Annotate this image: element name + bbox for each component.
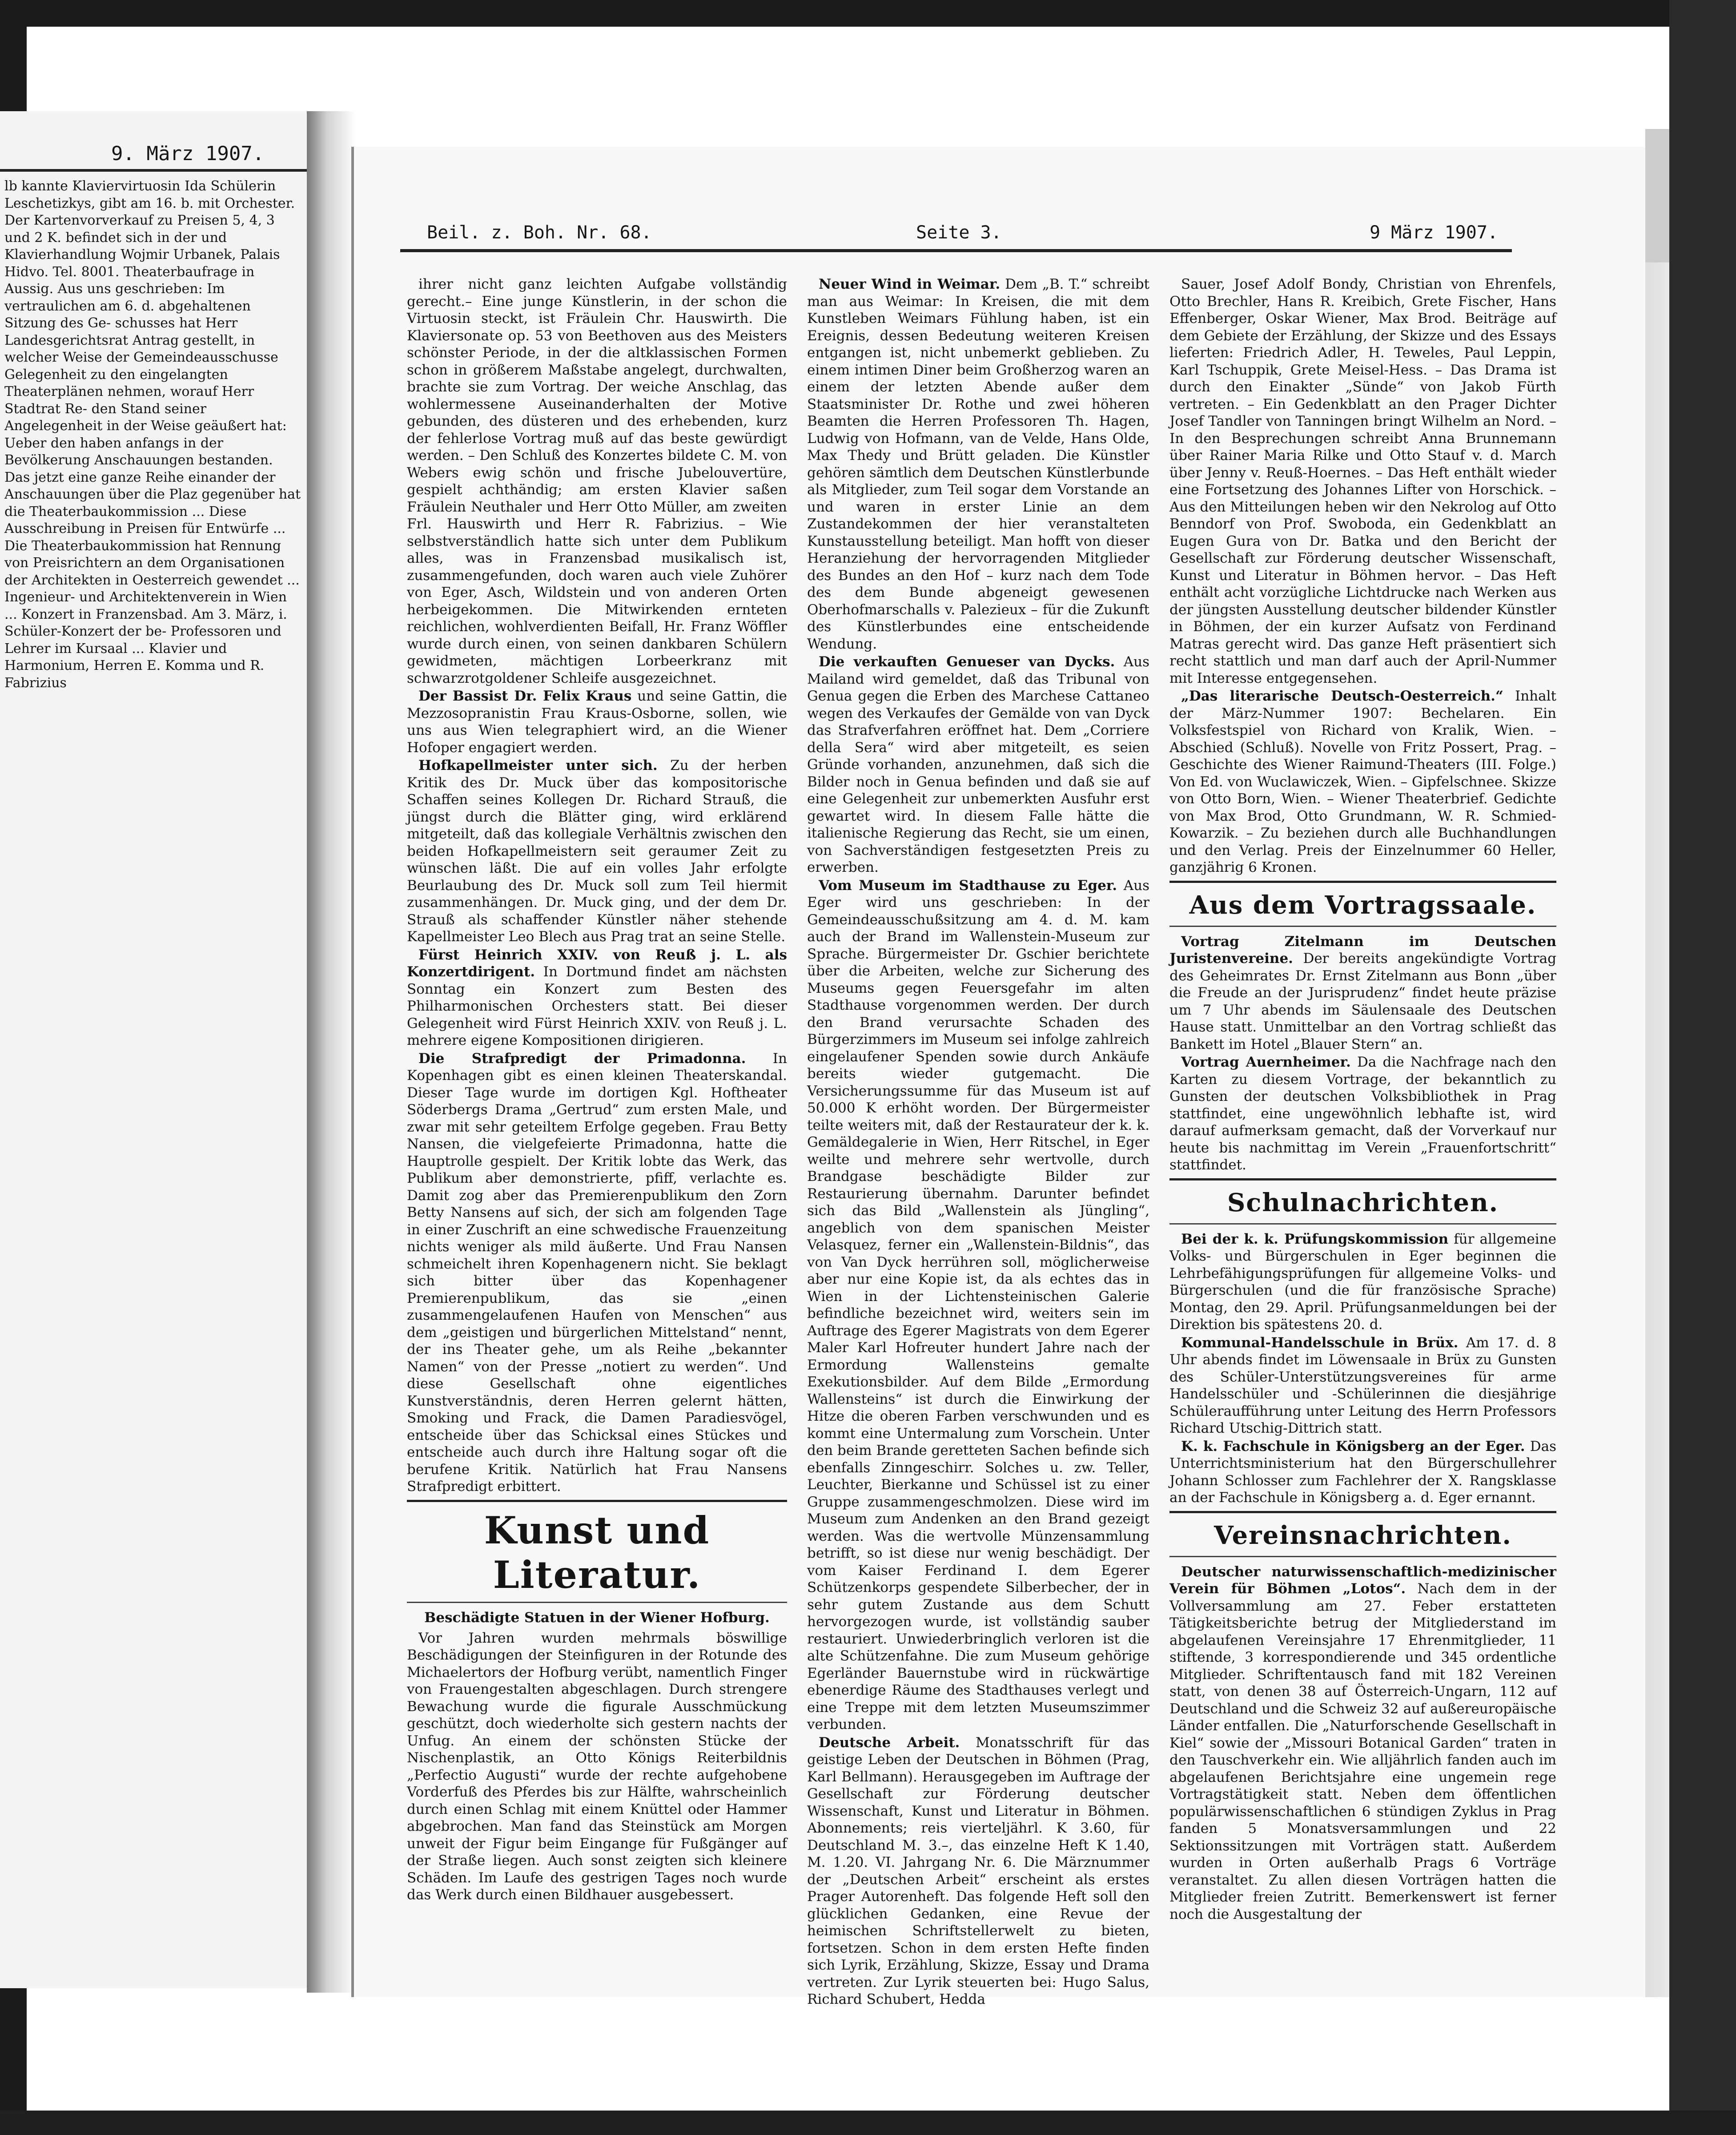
section-rule	[1169, 926, 1556, 927]
article-title: Fürst Heinrich XXIV. von Reuß j. L. als Konzertdirigent.	[407, 947, 787, 980]
article-text: Inhalt der März-Nummer 1907: Bechelaren. Ein Volksfestspiel von Richard von Kralik, Wien. – Abschied (Schluß). Novelle von Fritz Possert, Prag. – Geschichte des Wiener Raimund-Theaters (III. Folge.) Von Ed. von Wuclawiczek, Wien. – Gipfelschnee. Skizze von Otto Born, Wien. – Wiener Theaterbrief. Gedichte von Max Brod, Otto Grundmann, W. R. Schmied-Kowarzik. – Zu beziehen durch alle Buchhandlungen und den Verlag. Preis der Einzelnummer 60 Heller, ganzjährig 6 Kronen.	[1169, 688, 1556, 875]
article	[407, 688, 787, 756]
article	[1169, 1054, 1556, 1174]
article-text: Dem „B. T.“ schreibt man aus Weimar: In Kreisen, die mit dem Kunstleben Weimars Fühlung haben, ist ein Ereignis, dessen Bedeutung weiteren Kreisen entgangen ist, nicht unbemerkt geblieben. Zu einem intimen Diner beim Großherzog waren an einem der letzten Abende außer dem Staatsminister Dr. Rothe und zwei höheren Beamten die Herren Professoren Th. Hagen, Ludwig von Hofmann, van de Velde, Hans Olde, Max Thedy und Brütt geladen. Die Künstler gehören sämtlich dem Deutschen Künstlerbunde als Mitglieder, zum Teil sogar dem Vorstande an und waren in erster Linie an dem Zustandekommen der hier veranstalteten Kunstausstellung beteiligt. Man hofft von dieser Heranziehung der hervorragenden Mitglieder des Bundes an den Hof – kurz nach dem Tode des dem Bunde abgeneigt gewesenen Oberhofmarschalls v. Palezieux – für die Zukunft des Künstlerbundes eine entscheidende Wendung.	[807, 276, 1149, 652]
header-page-number: Seite 3.	[916, 222, 1002, 243]
article-title: Hofkapellmeister unter sich.	[418, 757, 658, 773]
header-issue: Beil. z. Boh. Nr. 68.	[427, 222, 652, 243]
left-page-rule	[0, 169, 307, 172]
section-rule	[1169, 1223, 1556, 1225]
article-title: Deutsche Arbeit.	[819, 1734, 960, 1751]
article-text: Der bereits angekündigte Vortrag des Geheimrates Dr. Ernst Zitelmann aus Bonn „über die Freude an der Jurisprudenz“ findet heute präzise um 7 Uhr abends im Säulensaale des Deutschen Hause statt. Unmittelbar an den Vortrag schließt das Bankett im Hotel „Blauer Stern“ an.	[1169, 951, 1556, 1052]
left-page-text: lb kannte Klaviervirtuosin Ida Schülerin Leschetizkys, gibt am 16. b. mit Orchester. Der Kartenvorverkauf zu Preisen 5, 4, 3 und 2 K. befindet sich in der und Klavierhandlung Wojmir Urbanek, Palais Hidvo. Tel. 8001. Theaterbaufrage in Aussig. Aus uns geschrieben: Im vertraulichen am 6. d. abgehaltenen Sitzung des Ge- schusses hat Herr Landesgerichtsrat Antrag gestellt, in welcher Weise der Gemeindeausschusse Gelegenheit zu den eingelangten Theaterplänen nehmen, worauf Herr Stadtrat Re- den Stand seiner Angelegenheit in der Weise geäußert hat: Ueber den haben anfangs in der Bevölkerung Anschauungen bestanden. Das jetzt eine ganze Reihe einander der Anschauungen über die Plaz gegenüber hat die Theaterbaukommission ... Diese Ausschreibung in Preisen für Entwürfe ... Die Theaterbaukommission hat Rennung von Preisrichtern an dem Organisationen der Architekten in Oesterreich gewendet ... Ingenieur- und Architektenverein in Wien ... Konzert in Franzensbad. Am 3. März, i. Schüler-Konzert der be- Professoren und Lehrer im Kursaal ... Klavier und Harmonium, Herren E. Komma und R. Fabrizius	[4, 178, 301, 691]
article-title: K. k. Fachschule in Königsberg an der Eger.	[1181, 1438, 1525, 1454]
article-title: „Das literarische Deutsch-Oesterreich.“	[1181, 688, 1503, 704]
article-title: Deutscher naturwissenschaftlich-medizinischer Verein für Böhmen „Lotos“.	[1169, 1563, 1556, 1597]
article	[1169, 1334, 1556, 1437]
article	[1169, 933, 1556, 1053]
article	[407, 1050, 787, 1495]
article-text: Zu der herben Kritik des Dr. Muck über das kompositorische Schaffen seines Kollegen Dr. Richard Strauß, die jüngst durch die Blätter ging, wird erklärend mitgeteilt, daß das kollegiale Verhältnis zwischen den beiden Hofkapellmeistern seit geraumer Zeit zu wünschen läßt. Die auf ein volles Jahr erfolgte Beurlaubung des Dr. Muck soll zum Teil hiermit zusammenhängen. Dr. Muck ging, und der dem Dr. Strauß als schaffender Künstler näher stehende Kapellmeister Leo Blech aus Prag trat an seine Stelle.	[407, 757, 787, 945]
article-text: Sauer, Josef Adolf Bondy, Christian von Ehrenfels, Otto Brechler, Hans R. Kreibich, Grete Fischer, Hans Effenberger, Oskar Wiener, Max Brod. Beiträge auf dem Gebiete der Erzählung, der Skizze und des Essays lieferten: Friedrich Adler, H. Teweles, Paul Leppin, Karl Tschuppik, Grete Meisel-Hess. – Das Drama ist durch den Einakter „Sünde“ von Jakob Fürth vertreten. – Ein Gedenkblatt an den Prager Dichter Josef Tandler von Tanningen bringt Wilhelm an Nord. – In den Besprechungen schreibt Anna Brunnemann über Rainer Maria Rilke und Otto Stauf v. d. March über Jenny v. Reuß-Hoernes. – Das Heft enthält wieder eine Fortsetzung des Johannes Lifter von Horschick. – Aus den Mitteilungen heben wir den Nekrolog auf Otto Benndorf von Prof. Swoboda, ein Gedenkblatt an Eugen Gura von Dr. Batka und den Bericht der Gesellschaft zur Förderung deutscher Wissenschaft, Kunst und Literatur in Böhmen hervor. – Das Heft enthält acht vorzügliche Lichtdrucke nach Werken aus der jüngsten Ausstellung deutscher bildender Künstler in Böhmen, der ein kurzer Aufsatz von Ferdinand Matras gerecht wird. Das ganze Heft präsentiert sich recht stattlich und man darf auch der April-Nummer mit Interesse entgegensehen.	[1169, 276, 1556, 686]
section-rule	[1169, 1178, 1556, 1180]
article-text: Da die Nachfrage nach den Karten zu diesem Vortrage, der bekanntlich zu Gunsten der deutschen Volksbibliothek in Prag stattfindet, eine ungewöhnlich lebhafte ist, wird darauf aufmerksam gemacht, daß der Vorverkauf nur heute bis nachmittag im Verein „Frauenfortschritt“ stattfindet.	[1169, 1054, 1557, 1173]
article-text: und seine Gattin, die Mezzosopranistin Frau Kraus-Osborne, sollen, wie uns aus Wien telegraphiert wird, an die Wiener Hofoper engagiert werden.	[407, 688, 787, 756]
article-text: In Dortmund findet am nächsten Sonntag ein Konzert zum Besten des Philharmonischen Orchesters statt. Bei dieser Gelegenheit wird Fürst Heinrich XXIV. von Reuß j. L. mehrere eigene Kompositionen dirigieren.	[407, 964, 787, 1048]
article	[1169, 1563, 1556, 1923]
column-1	[407, 276, 787, 1922]
section-heading-vortragssaale: Aus dem Vortragssaale.	[1189, 890, 1537, 920]
article-text: Das Unterrichtsministerium hat den Bürgerschullehrer Johann Schlosser zum Fachlehrer der X. Rangsklasse an der Fachschule in Königsberg a. d. Eger ernannt.	[1169, 1438, 1556, 1506]
article	[1169, 1231, 1556, 1333]
section-heading-kunst-und-literatur: Kunst und Literatur.	[484, 1508, 710, 1597]
article	[1169, 1438, 1556, 1507]
scan-border-top	[0, 0, 1736, 27]
section-rule	[1169, 881, 1556, 883]
section-rule	[407, 1602, 787, 1603]
section-rule	[1169, 1556, 1556, 1557]
article-title: Vortrag Auernheimer.	[1181, 1054, 1351, 1070]
article-text: Nach dem in der Vollversammlung am 27. Feber erstatteten Tätigkeitsberichte betrug der Mitgliederstand im abgelaufenen Vereinsjahre 17 Ehrenmitglieder, 11 stiftende, 3 korrespondierende und 345 ordentliche Mitglieder. Schriftentausch fand mit 182 Vereinen statt, von denen 38 auf Österreich-Ungarn, 112 auf Deutschland und die Schweiz 32 auf außereuropäische Länder entfallen. Die „Naturforschende Gesellschaft in Kiel“ sowie der „Missouri Botanical Garden“ traten in den Tauschverkehr ein. Wie alljährlich fanden auch im abgelaufenen Berichtsjahre eine ungemein rege Vortragstätigkeit statt. Neben dem öffentlichen populärwissenschaftlichen 6 stündigen Zyklus in Prag fanden 5 Monatsversammlungen und 22 Sektionssitzungen mit Vorträgen statt. Außerdem wurden in Orten außerhalb Prags 6 Vorträge veranstaltet. Zu allen diesen Vorträgen hatten die Mitglieder freien Zutritt. Bemerkenswert ist ferner noch die Ausgestaltung der	[1169, 1581, 1556, 1922]
article	[807, 1734, 1149, 2008]
article-text: In Kopenhagen gibt es einen kleinen Theaterskandal. Dieser Tage wurde im dortigen Kgl. Hoftheater Söderbergs Drama „Gertrud“ zum ersten Male, und zwar mit sehr geteiltem Erfolge gegeben. Frau Betty Nansen, die vielgefeierte Primadonna, hatte die Hauptrolle gespielt. Der Kritik lobte das Werk, das Publikum aber demonstrierte, pfiff, verlachte es. Damit zog aber das Premierenpublikum den Zorn Betty Nansens auf sich, der sich am folgenden Tage in einer Zuschrift an eine schwedische Frauenzeitung nichts weniger als mild äußerte. Und Frau Nansen schmeichelt ihren Kopenhagenern nicht. Sie beklagt sich bitter über das Kopenhagener Premierenpublikum, das sie „einen zusammengelaufenen Haufen von Menschen“ aus dem „geistigen und bürgerlichen Mittelstand“ nennt, der ins Theater gehe, um als Reihe „bekannter Namen“ von der Presse „notiert zu werden“. Und diese Gesellschaft ohne eigentliches Kunstverständnis, deren Herren gelernt hätten, Smoking und Frack, die Damen Paradiesvögel, entscheide über das Schicksal eines Stückes und entscheide auch durch ihre Haltung sogar oft die berufene Kritik. Natürlich hat Frau Nansens Strafpredigt erbittert.	[407, 1050, 788, 1494]
article	[807, 653, 1149, 876]
column-3	[1169, 276, 1556, 1922]
scan-border-right	[1669, 0, 1736, 2135]
article-title: Beschädigte Statuen in der Wiener Hofburg.	[424, 1609, 770, 1626]
article-title: Bei der k. k. Prüfungskommission	[1181, 1231, 1449, 1247]
article-text: Monatsschrift für das geistige Leben der Deutschen in Böhmen (Prag, Karl Bellmann). Herausgegeben im Auftrage der Gesellschaft zur Förderung deutscher Wissenschaft, Kunst und Literatur in Böhmen. Abonnements; reis vierteljährl. K 3.60, für Deutschland M. 3.–, das einzelne Heft K 1.40, M. 1.20. VI. Jahrgang Nr. 6. Die Märznummer der „Deutschen Arbeit“ erscheint als erstes Prager Autorenheft. Das folgende Heft soll den glücklichen Gedanken, eine Revue der heimischen Schriftstellerwelt zu bieten, fortsetzen. Schon in dem ersten Hefte finden sich Lyrik, Erzählung, Skizze, Essay und Drama vertreten. Zur Lyrik steuerten bei: Hugo Salus, Richard Schubert, Hedda	[807, 1734, 1149, 2007]
column-2	[807, 276, 1149, 2007]
article-text: Aus Mailand wird gemeldet, daß das Tribunal von Genua gegen die Erben des Marchese Cattaneo wegen des Verkaufes der Gemälde von van Dyck das Strafverfahren eröffnet hat. Dem „Corriere della Sera“ wird aber mitgeteilt, es seien Gründe vorhanden, anzunehmen, daß sich die Bilder noch in Genua befinden und daß sie auf eine Gelegenheit zur unbemerkten Ausfuhr erst gewartet wird. In diesem Falle hätte die italienische Regierung das Recht, sie um einen, von Sachverständigen festgesetzten Preis zu erwerben.	[807, 654, 1149, 875]
article-title: Neuer Wind in Weimar.	[819, 276, 1001, 292]
article-text: ihrer nicht ganz leichten Aufgabe vollständig gerecht.– Eine junge Künstlerin, in der schon die Virtuosin steckt, ist Fräulein Chr. Hauswirth. Die Klaviersonate op. 53 von Beethoven aus des Meisters schönster Periode, in der die altklassischen Formen schon in größerem Maßstabe angelegt, durchwalten, brachte sie zum Vortrag. Der weiche Anschlag, das wohlermessene Auseinanderhalten der Motive gebunden, des düsteren und des erhebenden, kurz der fehlerlose Vortrag muß auf das beste gewürdigt werden. – Den Schluß des Konzertes bildete C. M. von Webers ewig schön und frische Jubelouvertüre, gespielt achthändig; am ersten Klavier saßen Fräulein Neuthaler und Herr Otto Müller, am zweiten Frl. Hauswirth und Herr R. Fabrizius. – Wie selbstverständlich hatte sich unter dem Publikum alles, was in Franzensbad musikalisch ist, zusammengefunden, doch waren auch viele Zuhörer von Eger, Asch, Wildstein und von anderen Orten herbeigekommen. Die Mitwirkenden ernteten reichlichen, wohlverdienten Beifall, Hr. Franz Wöffler wurde durch einen, von seinen dankbaren Schülern gewidmeten, mächtigen Lorbeerkranz mit schwarzrotgoldener Schleife ausgezeichnet.	[407, 276, 787, 686]
header-rule	[400, 249, 1512, 252]
header-date: 9 März 1907.	[1370, 222, 1498, 243]
book-binding	[307, 111, 356, 1993]
article-title: Die Strafpredigt der Primadonna.	[418, 1050, 746, 1067]
scan-border-bottom	[0, 2111, 1736, 2135]
section-rule	[407, 1500, 787, 1502]
article-title: Die verkauften Genueser van Dycks.	[819, 654, 1115, 670]
left-page-date: 9. März 1907.	[111, 142, 265, 165]
section-rule	[1169, 1511, 1556, 1513]
article-text: Aus Eger wird uns geschrieben: In der Gemeindeausschußsitzung am 4. d. M. kam auch der Brand im Wallenstein-Museum zur Sprache. Bürgermeister Dr. Gschier berichtete über die Arbeiten, welche zur Sicherung des Museums gegen Feuersgefahr im alten Stadthause vorgenommen werden. Der durch den Brand verursachte Schaden des Bürgerzimmers im Museum sei infolge zahlreich eingelaufener Spenden sowie durch Ankäufe bereits wieder gutgemacht. Die Versicherungssumme für das Museum ist auf 50.000 K erhöht worden. Der Bürgermeister teilte weiters mit, daß der Restaurateur der k. k. Gemäldegalerie in Wien, Herr Ritschel, in Eger weilte und mehrere sehr wertvolle, durch Brandgase beschädigte Bilder zur Restaurierung übernahm. Darunter befindet sich das Bild „Wallenstein als Jüngling“, angeblich von dem spanischen Meister Velasquez, ferner ein „Wallenstein-Bildnis“, das von Van Dyck herrühren soll, möglicherweise aber nur eine Kopie ist, da als echtes das in Wien in der Lichtensteinischen Galerie befindliche bezeichnet wird, weiters sein im Auftrage des Egerer Magistrats von dem Egerer Maler Karl Hofreuter hundert Jahre nach der Ermordung Wallensteins gemalte Exekutionsbilder. Auf dem Bilde „Ermordung Wallensteins“ ist durch die Einwirkung der Hitze die oberen Farben verschwunden und es kommt eine Untermalung zum Vorschein. Unter den beim Brande geretteten Sachen befinde sich ebenfalls Zinngeschirr. Solches u. zw. Teller, Leuchter, Bierkanne und Schüssel ist zu einer Gruppe zusammengeschmolzen. Diese wird im Museum zum Andenken an den Brand gezeigt werden. Was die wertvolle Münzensammlung betrifft, so ist diese nur wenig beschädigt. Der vom Kaiser Ferdinand I. dem Egerer Schützenkorps gespendete Silberbecher, der in sehr gutem Zustande aus dem Schutt hervorgezogen wurde, ist vollständig sauber restauriert. Unwiederbringlich verloren ist die alte Schützenfahne. Die zum Museum gehörige Egerländer Bauernstube wird in rückwärtige ebenerdige Räume des Stadthauses verlegt und eine Treppe mit dem letzten Museumszimmer verbunden.	[807, 877, 1149, 1732]
article-title: Vortrag Zitelmann im Deutschen Juristenvereine.	[1169, 933, 1556, 967]
article-text: Vor Jahren wurden mehrmals böswillige Beschädigungen der Steinfiguren in der Rotunde des Michaelertors der Hofburg verübt, namentlich Finger von Frauengestalten abgeschlagen. Durch strengere Bewachung wurde die figurale Ausschmückung geschützt, doch wiederholte sich gestern nachts der Unfug. An einem der schönsten Stücke der Nischenplastik, an Otto Königs Reiterbildnis „Perfectio Augusti“ wurde der rechte aufgehobene Vorderfuß des Pferdes bis zur Hälfte, wahrscheinlich durch einen Schlag mit einem Knüttel oder Hammer abgebrochen. Man fand das Steinstück am Morgen unweit der Figur beim Eingange für Fußgänger auf der Straße liegen. Auch sonst zeigten sich kleinere Schäden. Im Laufe des gestrigen Tages noch wurde das Werk durch einen Bildhauer ausgebessert.	[407, 1630, 787, 1903]
article	[807, 877, 1149, 1733]
section-heading-schulnachrichten: Schulnachrichten.	[1227, 1188, 1499, 1217]
article	[407, 757, 787, 946]
article-text: für allgemeine Volks- und Bürgerschulen in Eger beginnen die Lehrbefähigungsprüfungen für allgemeine Volks- und Bürgerschulen (und die für französische Sprache) Montag, den 29. April. Prüfungsanmeldungen bei der Direktion bis spätestens 20. d.	[1169, 1231, 1556, 1333]
article	[1169, 688, 1556, 876]
section-heading-vereinsnachrichten: Vereinsnachrichten.	[1214, 1520, 1512, 1550]
article-title: Vom Museum im Stadthause zu Eger.	[819, 877, 1117, 894]
article-text: Am 17. d. 8 Uhr abends findet im Löwensaale in Brüx zu Gunsten des Schüler-Unterstützungsvereines für arme Handelsschüler und -Schülerinnen die diesjährige Schüleraufführung unter Leitung des Herrn Professors Richard Utschig-Dittrich statt.	[1169, 1334, 1556, 1436]
article	[807, 276, 1149, 653]
article-title: Kommunal-Handelsschule in Brüx.	[1181, 1334, 1459, 1351]
article	[407, 947, 787, 1049]
article-title: Der Bassist Dr. Felix Kraus	[418, 688, 632, 704]
